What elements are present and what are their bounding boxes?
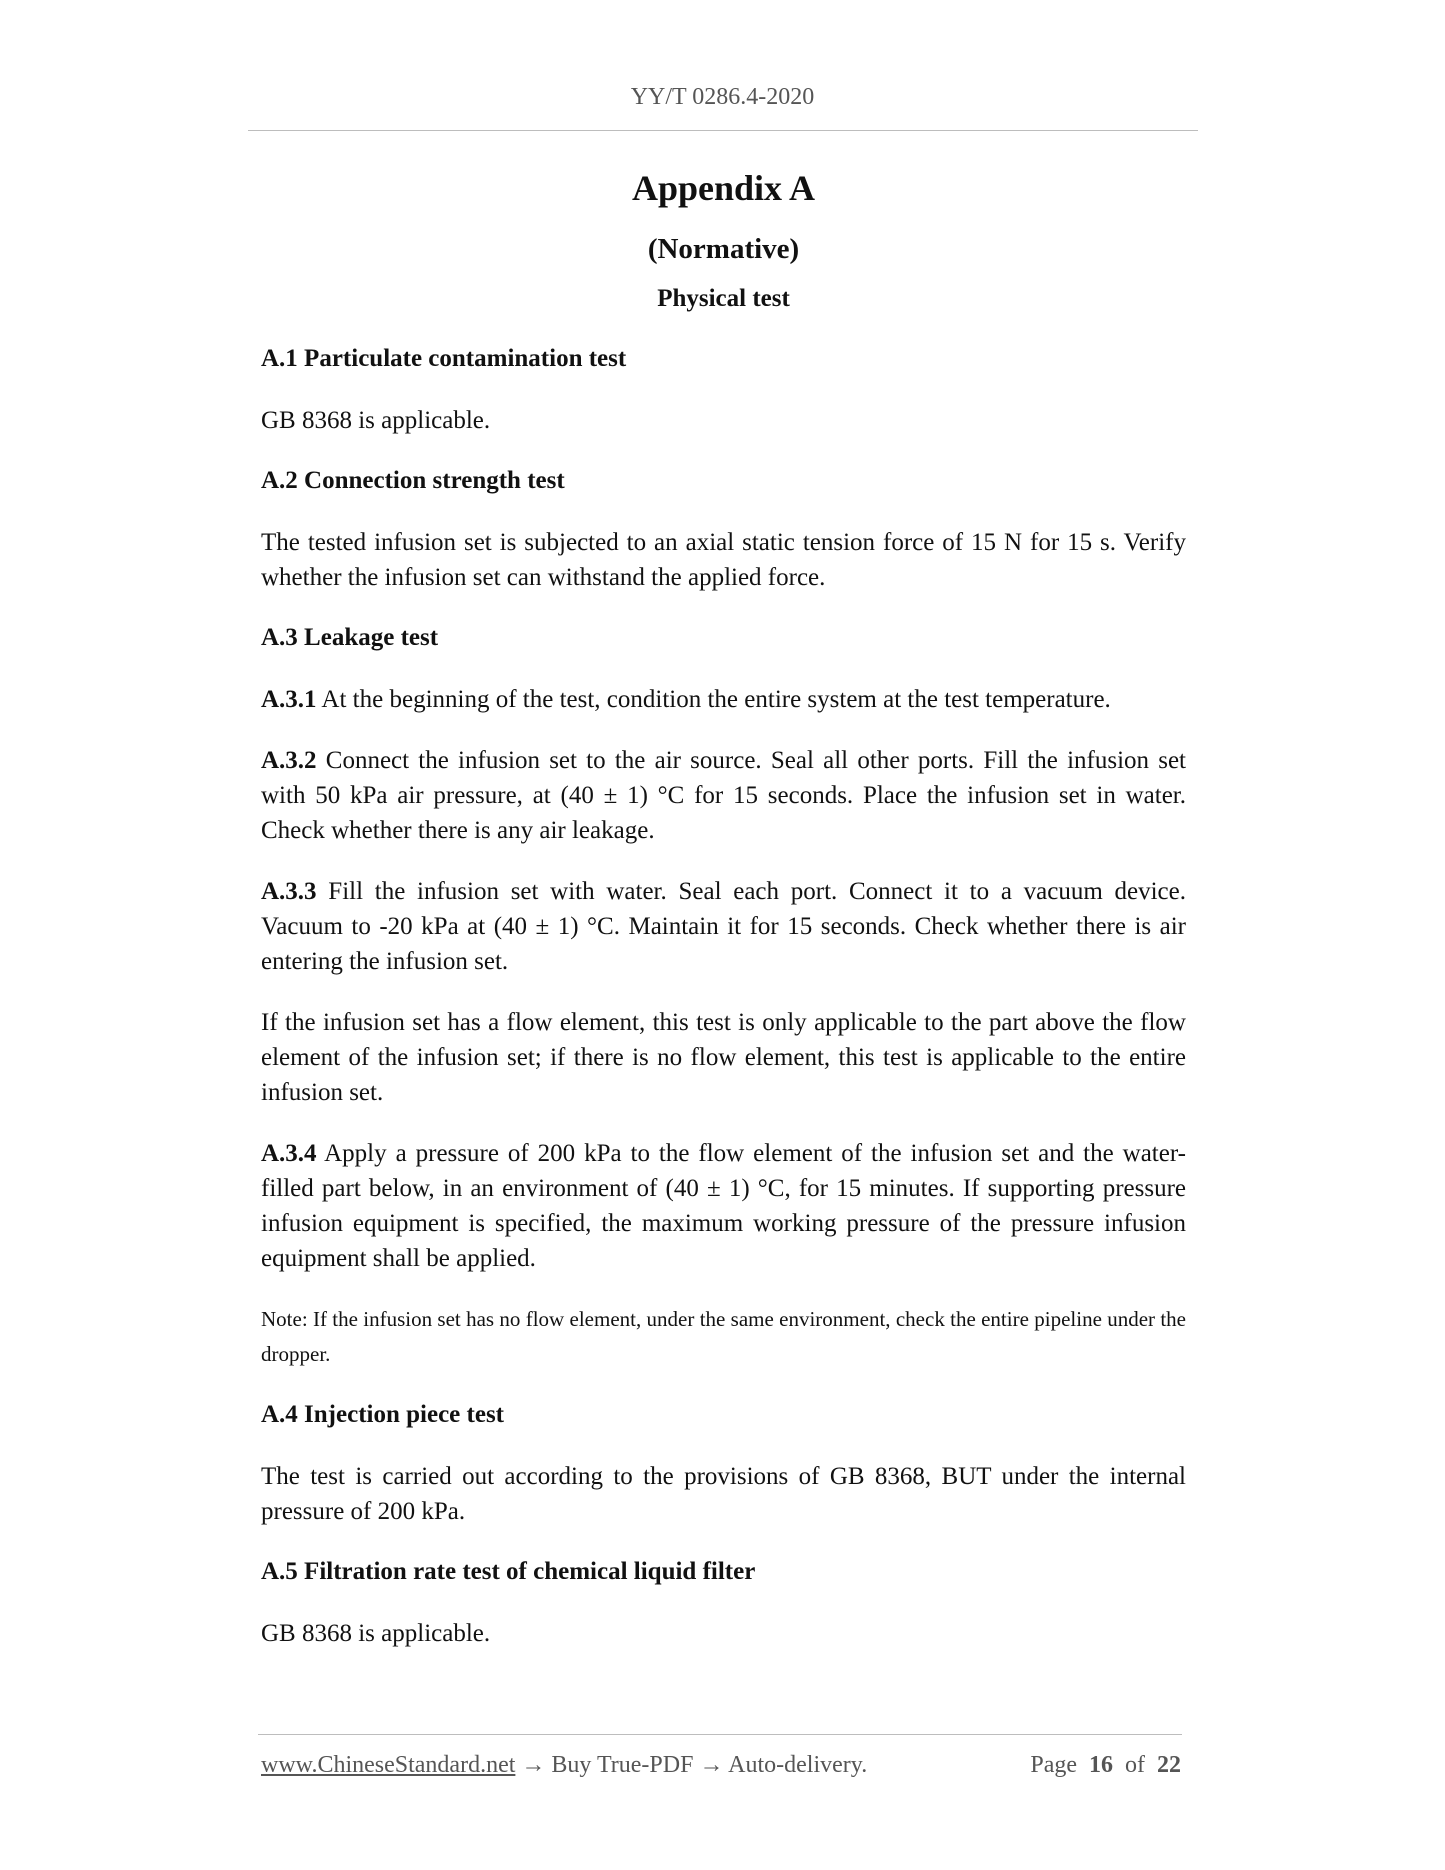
text-a5: GB 8368 is applicable.: [261, 1620, 491, 1647]
clause-a32-text: Connect the infusion set to the air source. Seal all other ports. Fill the infusion set with 50 kPa air pressure, at (40 ± 1) °C for 15 seconds. Place the infusion set in water. Check whether there is any air leakage.: [261, 747, 1186, 844]
appendix-title: Appendix A: [631, 168, 816, 208]
clause-a31: [261, 682, 1186, 717]
appendix-section-title: Physical test: [657, 285, 790, 312]
clause-a34-text: Apply a pressure of 200 kPa to the flow element of the infusion set and the water-filled part below, in an environment of (40 ± 1) °C, for 15 minutes. If supporting pressure infusion equipment is specified, the maximum working pressure of the pressure infusion equipment shall be applied.: [261, 1140, 1186, 1272]
heading-a4: A.4 Injection piece test: [261, 1401, 504, 1428]
auto-delivery-text: Auto-delivery.: [728, 1752, 868, 1778]
clause-a31-number: A.3.1: [261, 686, 317, 713]
clause-a34-number: A.3.4: [261, 1140, 317, 1167]
heading-a1: A.1 Particulate contamination test: [261, 345, 627, 372]
clause-a33: [261, 874, 1186, 979]
header-divider: [248, 130, 1198, 131]
page-total: 22: [1157, 1752, 1181, 1778]
clause-a33-number: A.3.3: [261, 878, 317, 905]
footer-links: [261, 1752, 867, 1779]
heading-a3: A.3 Leakage test: [261, 624, 439, 651]
clause-a33-extra: If the infusion set has a flow element, this test is only applicable to the part above the flow element of the infusion set; if there is no flow element, this test is applicable to the entire infusion set.: [261, 1009, 1186, 1106]
clause-a31-text: At the beginning of the test, condition the entire system at the test temperature.: [316, 686, 1111, 713]
footer-divider: [258, 1734, 1182, 1735]
heading-a5: A.5 Filtration rate test of chemical liquid filter: [261, 1558, 756, 1585]
of-label: of: [1125, 1752, 1145, 1778]
clause-a32: [261, 743, 1186, 848]
note-a34: Note: If the infusion set has no flow element, under the same environment, check the entire pipeline under the dropper.: [261, 1307, 1186, 1366]
arrow-icon: →: [693, 1752, 729, 1778]
header-doc-id: YY/T 0286.4-2020: [630, 84, 815, 110]
buy-true-pdf-text: Buy True-PDF: [551, 1752, 694, 1778]
arrow-icon: →: [515, 1752, 552, 1778]
text-a4: The test is carried out according to the provisions of GB 8368, BUT under the internal pressure of 200 kPa.: [261, 1463, 1186, 1525]
heading-a2: A.2 Connection strength test: [261, 467, 565, 494]
page-label: Page: [1030, 1752, 1077, 1778]
page-current: 16: [1089, 1752, 1113, 1778]
clause-a32-number: A.3.2: [261, 747, 317, 774]
chinesestandard-link[interactable]: www.ChineseStandard.net: [261, 1752, 516, 1778]
page-number: [1030, 1752, 1181, 1779]
page-content: [261, 166, 1186, 1677]
clause-a33-text: Fill the infusion set with water. Seal each port. Connect it to a vacuum device. Vacuum to -20 kPa at (40 ± 1) °C. Maintain it for 15 seconds. Check whether there is air entering the infusion set.: [261, 878, 1186, 975]
text-a2: The tested infusion set is subjected to an axial static tension force of 15 N for 15 s. Verify whether the infusion set can withstand the applied force.: [261, 529, 1186, 591]
text-a1: GB 8368 is applicable.: [261, 407, 491, 434]
clause-a34: [261, 1136, 1186, 1276]
appendix-subtitle: (Normative): [647, 233, 800, 265]
